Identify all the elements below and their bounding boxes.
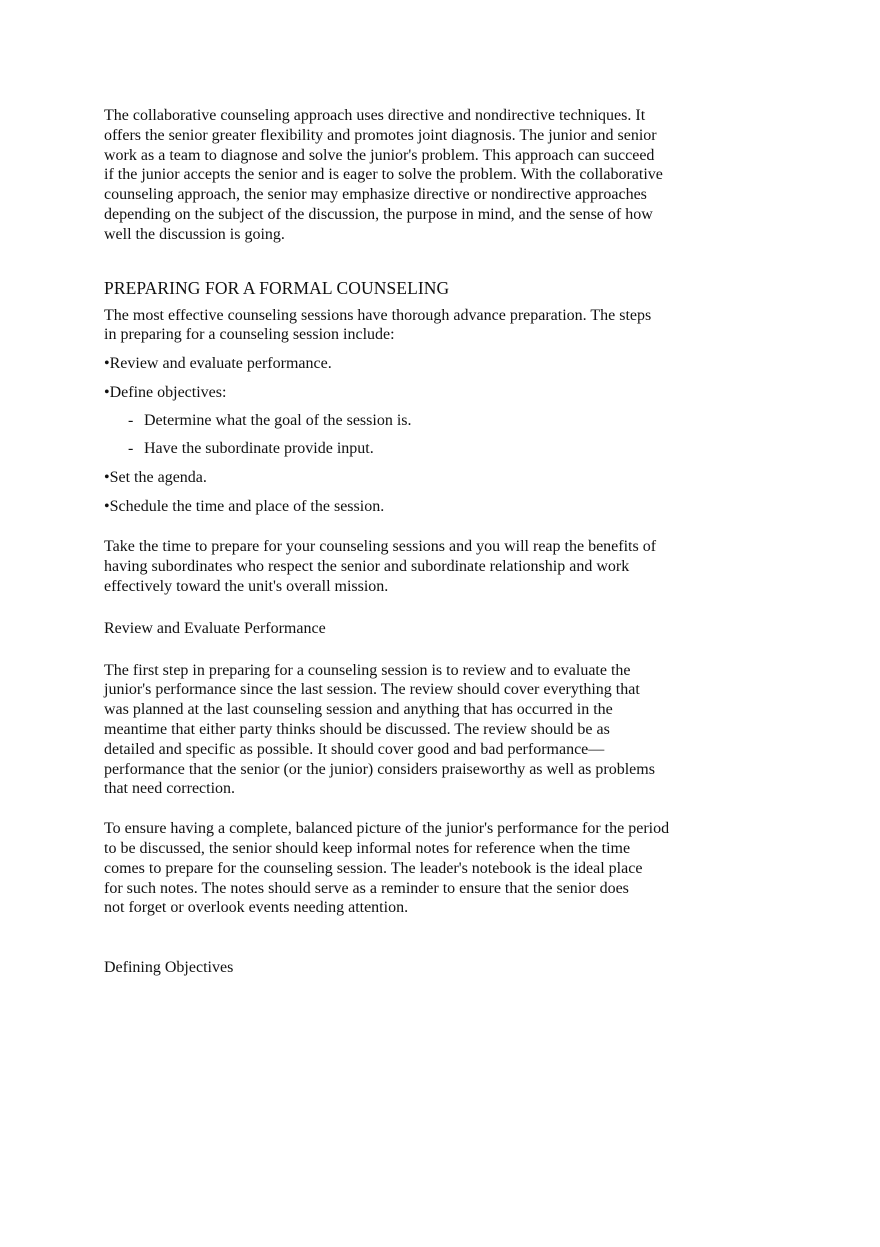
text-line: not forget or overlook events needing attention. xyxy=(104,899,409,917)
review-paragraph-1 xyxy=(104,661,744,800)
bullet-define-objectives: •Define objectives: xyxy=(104,384,227,402)
bullet-schedule: •Schedule the time and place of the session. xyxy=(104,498,385,516)
sub-bullet-text: Determine what the goal of the session is. xyxy=(144,412,412,430)
text-line: offers the senior greater flexibility and promotes joint diagnosis. The junior and senior xyxy=(104,126,657,144)
text-line: performance that the senior (or the junior) considers praiseworthy as well as problems xyxy=(104,760,655,778)
sub-bullet-goal xyxy=(128,411,744,431)
section-heading-review: Review and Evaluate Performance xyxy=(104,619,326,637)
text-line: detailed and specific as possible. It should cover good and bad performance— xyxy=(104,740,605,758)
text-line: To ensure having a complete, balanced picture of the junior's performance for the period xyxy=(104,820,670,838)
text-line: counseling approach, the senior may emphasize directive or nondirective approaches xyxy=(104,186,647,204)
text-line: comes to prepare for the counseling session. The leader's notebook is the ideal place xyxy=(104,859,643,877)
document-page xyxy=(104,106,744,978)
text-line: The collaborative counseling approach uses directive and nondirective techniques. It xyxy=(104,107,646,124)
text-line: having subordinates who respect the senior and subordinate relationship and work xyxy=(104,557,630,575)
dash-marker: - xyxy=(128,440,134,458)
section-heading-preparing: PREPARING FOR A FORMAL COUNSELING xyxy=(104,277,450,298)
bullet-agenda: •Set the agenda. xyxy=(104,469,207,487)
text-line: The first step in preparing for a counseling session is to review and to evaluate the xyxy=(104,661,631,679)
text-line: The most effective counseling sessions have thorough advance preparation. The steps xyxy=(104,306,652,324)
text-line: if the junior accepts the senior and is eager to solve the problem. With the collaborative xyxy=(104,166,663,184)
text-line: in preparing for a counseling session include: xyxy=(104,326,395,344)
text-line: well the discussion is going. xyxy=(104,225,285,243)
text-line: meantime that either party thinks should be discussed. The review should be as xyxy=(104,720,610,738)
intro-paragraph xyxy=(104,106,744,245)
text-line: to be discussed, the senior should keep informal notes for reference when the time xyxy=(104,839,631,857)
text-line: work as a team to diagnose and solve the junior's problem. This approach can succeed xyxy=(104,146,655,164)
preparing-closing-paragraph xyxy=(104,537,744,596)
text-line: junior's performance since the last session. The review should cover everything that xyxy=(104,681,640,699)
preparing-intro-paragraph xyxy=(104,306,744,346)
review-paragraph-2 xyxy=(104,819,744,918)
bullet-review: •Review and evaluate performance. xyxy=(104,355,332,373)
dash-marker: - xyxy=(128,412,134,430)
text-line: for such notes. The notes should serve as a reminder to ensure that the senior does xyxy=(104,879,629,897)
text-line: depending on the subject of the discussion, the purpose in mind, and the sense of how xyxy=(104,205,653,223)
text-line: Take the time to prepare for your counseling sessions and you will reap the benefits of xyxy=(104,538,657,556)
section-heading-objectives: Defining Objectives xyxy=(104,959,234,977)
sub-bullet-input xyxy=(128,439,744,459)
text-line: that need correction. xyxy=(104,780,236,798)
text-line: effectively toward the unit's overall mission. xyxy=(104,577,389,595)
sub-bullet-text: Have the subordinate provide input. xyxy=(144,440,374,458)
text-line: was planned at the last counseling session and anything that has occurred in the xyxy=(104,701,613,719)
